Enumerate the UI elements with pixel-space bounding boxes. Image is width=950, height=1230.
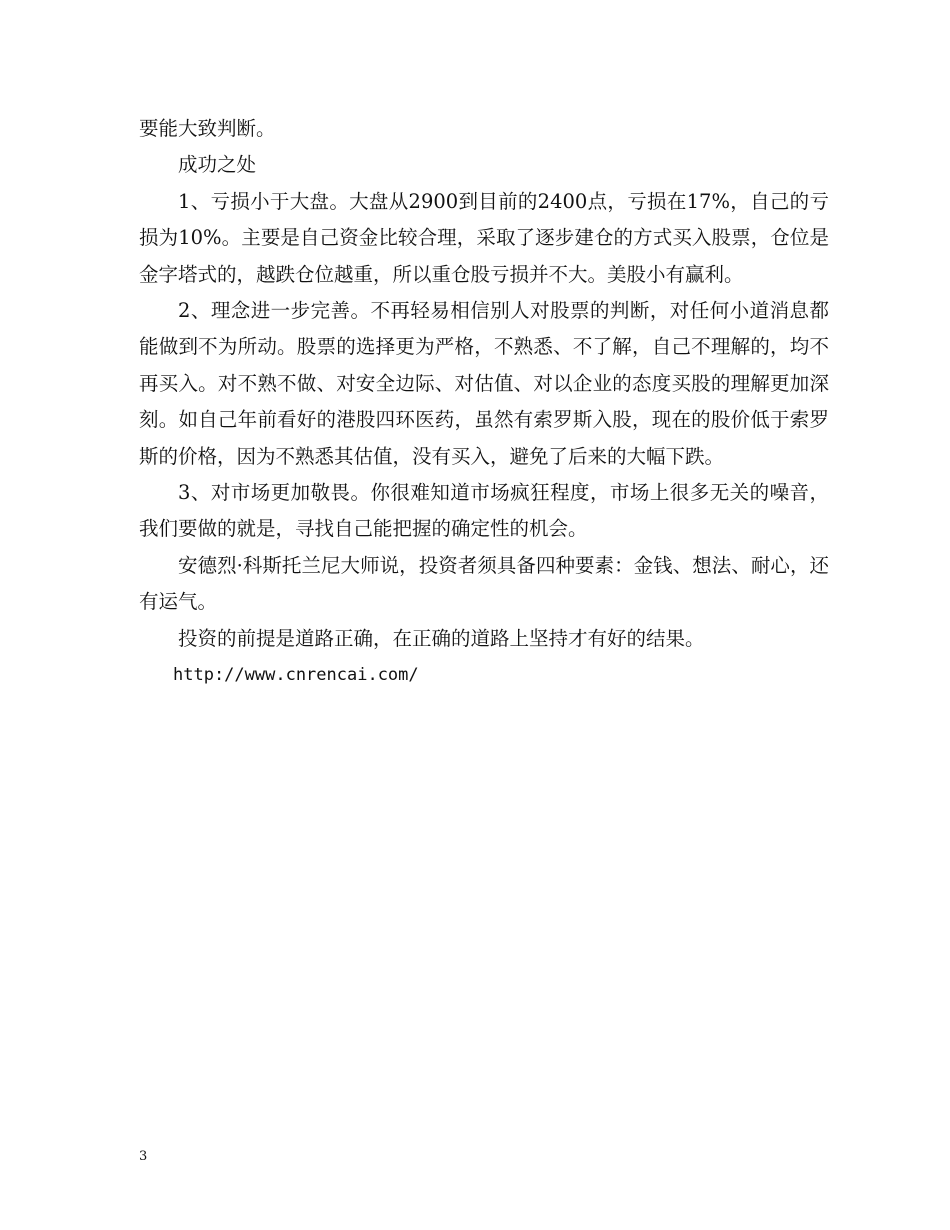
paragraph-point-1: 1、亏损小于大盘。大盘从2900到目前的2400点，亏损在17%，自己的亏损为10%。主要是自己资金比较合理，采取了逐步建仓的方式买入股票，仓位是金字塔式的，越跌仓位越重，所以重仓股亏损并不大。美股小有赢利。 — [139, 189, 829, 286]
paragraph-point-2: 2、理念进一步完善。不再轻易相信别人对股票的判断，对任何小道消息都能做到不为所动。股票的选择更为严格，不熟悉、不了解，自己不理解的，均不再买入。对不熟不做、对安全边际、对估值、对以企业的态度买股的理解更加深刻。如自己年前看好的港股四环医药，虽然有索罗斯入股，现在的股价低于索罗斯的价格，因为不熟悉其估值，没有买入，避免了后来的大幅下跌。 — [139, 299, 829, 468]
document-body — [139, 111, 829, 694]
paragraph-quote: 安德烈·科斯托兰尼大师说，投资者须具备四种要素：金钱、想法、耐心，还有运气。 — [139, 553, 829, 614]
paragraph-point-3: 3、对市场更加敬畏。你很难知道市场疯狂程度，市场上很多无关的噪音，我们要做的就是，寻找自己能把握的确定性的机会。 — [139, 481, 829, 541]
paragraph-continuation: 要能大致判断。 — [139, 117, 276, 140]
paragraph-conclusion: 投资的前提是道路正确，在正确的道路上坚持才有好的结果。 — [178, 626, 705, 650]
section-heading: 成功之处 — [178, 153, 257, 177]
source-url-link[interactable]: http://www.cnrencai.com/ — [173, 665, 419, 686]
page-number: 3 — [139, 1149, 148, 1164]
